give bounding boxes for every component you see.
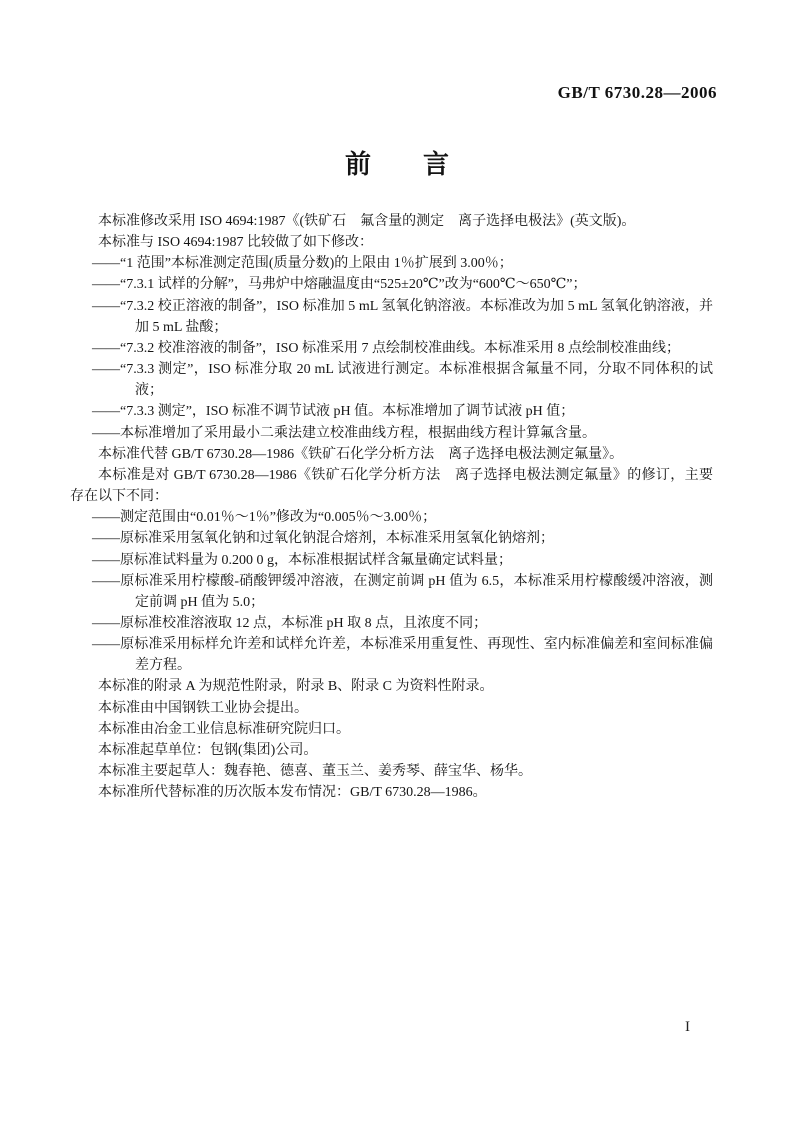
foreword-paragraph: ——“7.3.2 校正溶液的制备”，ISO 标准加 5 mL 氢氧化钠溶液。本标准改为加 5 mL 氢氧化钠溶液，并加 5 mL 盐酸；: [92, 298, 713, 335]
foreword-paragraph: ——“7.3.1 试样的分解”，马弗炉中熔融温度由“525±20℃”改为“600℃～650℃”；: [92, 277, 587, 293]
foreword-paragraph: ——测定范围由“0.01％～1％”修改为“0.005％～3.00％；: [92, 510, 437, 526]
foreword-paragraph: 本标准的附录 A 为规范性附录，附录 B、附录 C 为资料性附录。: [98, 679, 494, 695]
foreword-paragraph: 本标准代替 GB/T 6730.28—1986《铁矿石化学分析方法 离子选择电极法测定氟量》。: [98, 446, 624, 462]
foreword-paragraph: 本标准修改采用 ISO 4694:1987《(铁矿石 氟含量的测定 离子选择电极法》(英文版)。: [98, 214, 636, 229]
foreword-paragraph: 本标准与 ISO 4694:1987 比较做了如下修改：: [98, 235, 373, 251]
foreword-paragraph: ——原标准校准溶液取 12 点，本标准 pH 取 8 点，且浓度不同；: [92, 615, 488, 631]
foreword-paragraph: 本标准是对 GB/T 6730.28—1986《铁矿石化学分析方法 离子选择电极法测定氟量》的修订，主要存在以下不同：: [70, 467, 713, 505]
foreword-paragraph: ——“7.3.2 校准溶液的制备”，ISO 标准采用 7 点绘制校准曲线。本标准采用 8 点绘制校准曲线；: [92, 340, 680, 356]
foreword-paragraph: ——“7.3.3 测定”，ISO 标准分取 20 mL 试液进行测定。本标准根据含氟量不同，分取不同体积的试液；: [92, 362, 713, 399]
foreword-paragraph: ——“1 范围”本标准测定范围(质量分数)的上限由 1％扩展到 3.00％；: [92, 256, 513, 272]
foreword-paragraph: ——本标准增加了采用最小二乘法建立校准曲线方程，根据曲线方程计算氟含量。: [92, 425, 596, 441]
foreword-paragraph: ——原标准采用标样允许差和试样允许差，本标准采用重复性、再现性、室内标准偏差和室间标准偏差方程。: [92, 637, 713, 674]
foreword-paragraph: ——原标准试料量为 0.200 0 g，本标准根据试样含氟量确定试料量；: [92, 552, 512, 568]
foreword-paragraph: 本标准起草单位：包钢(集团)公司。: [98, 742, 318, 758]
foreword-paragraph: 本标准由中国钢铁工业协会提出。: [98, 700, 308, 716]
foreword-body: [70, 211, 713, 803]
foreword-paragraph: ——“7.3.3 测定”，ISO 标准不调节试液 pH 值。本标准增加了调节试液 pH 值；: [92, 404, 575, 420]
foreword-paragraph: ——原标准采用氢氧化钠和过氧化钠混合熔剂，本标准采用氢氧化钠熔剂；: [92, 531, 554, 547]
standard-code: GB/T 6730.28—2006: [557, 83, 717, 102]
page-number: I: [685, 1019, 690, 1035]
foreword-paragraph: 本标准由冶金工业信息标准研究院归口。: [98, 721, 350, 737]
foreword-paragraph: 本标准所代替标准的历次版本发布情况：GB/T 6730.28—1986。: [98, 785, 487, 801]
foreword-paragraph: 本标准主要起草人：魏春艳、德喜、董玉兰、姜秀琴、薛宝华、杨华。: [98, 764, 532, 780]
page-title: 前 言: [344, 149, 449, 179]
foreword-paragraph: ——原标准采用柠檬酸-硝酸钾缓冲溶液，在测定前调 pH 值为 6.5，本标准采用柠檬酸缓冲溶液，测定前调 pH 值为 5.0；: [92, 573, 713, 610]
